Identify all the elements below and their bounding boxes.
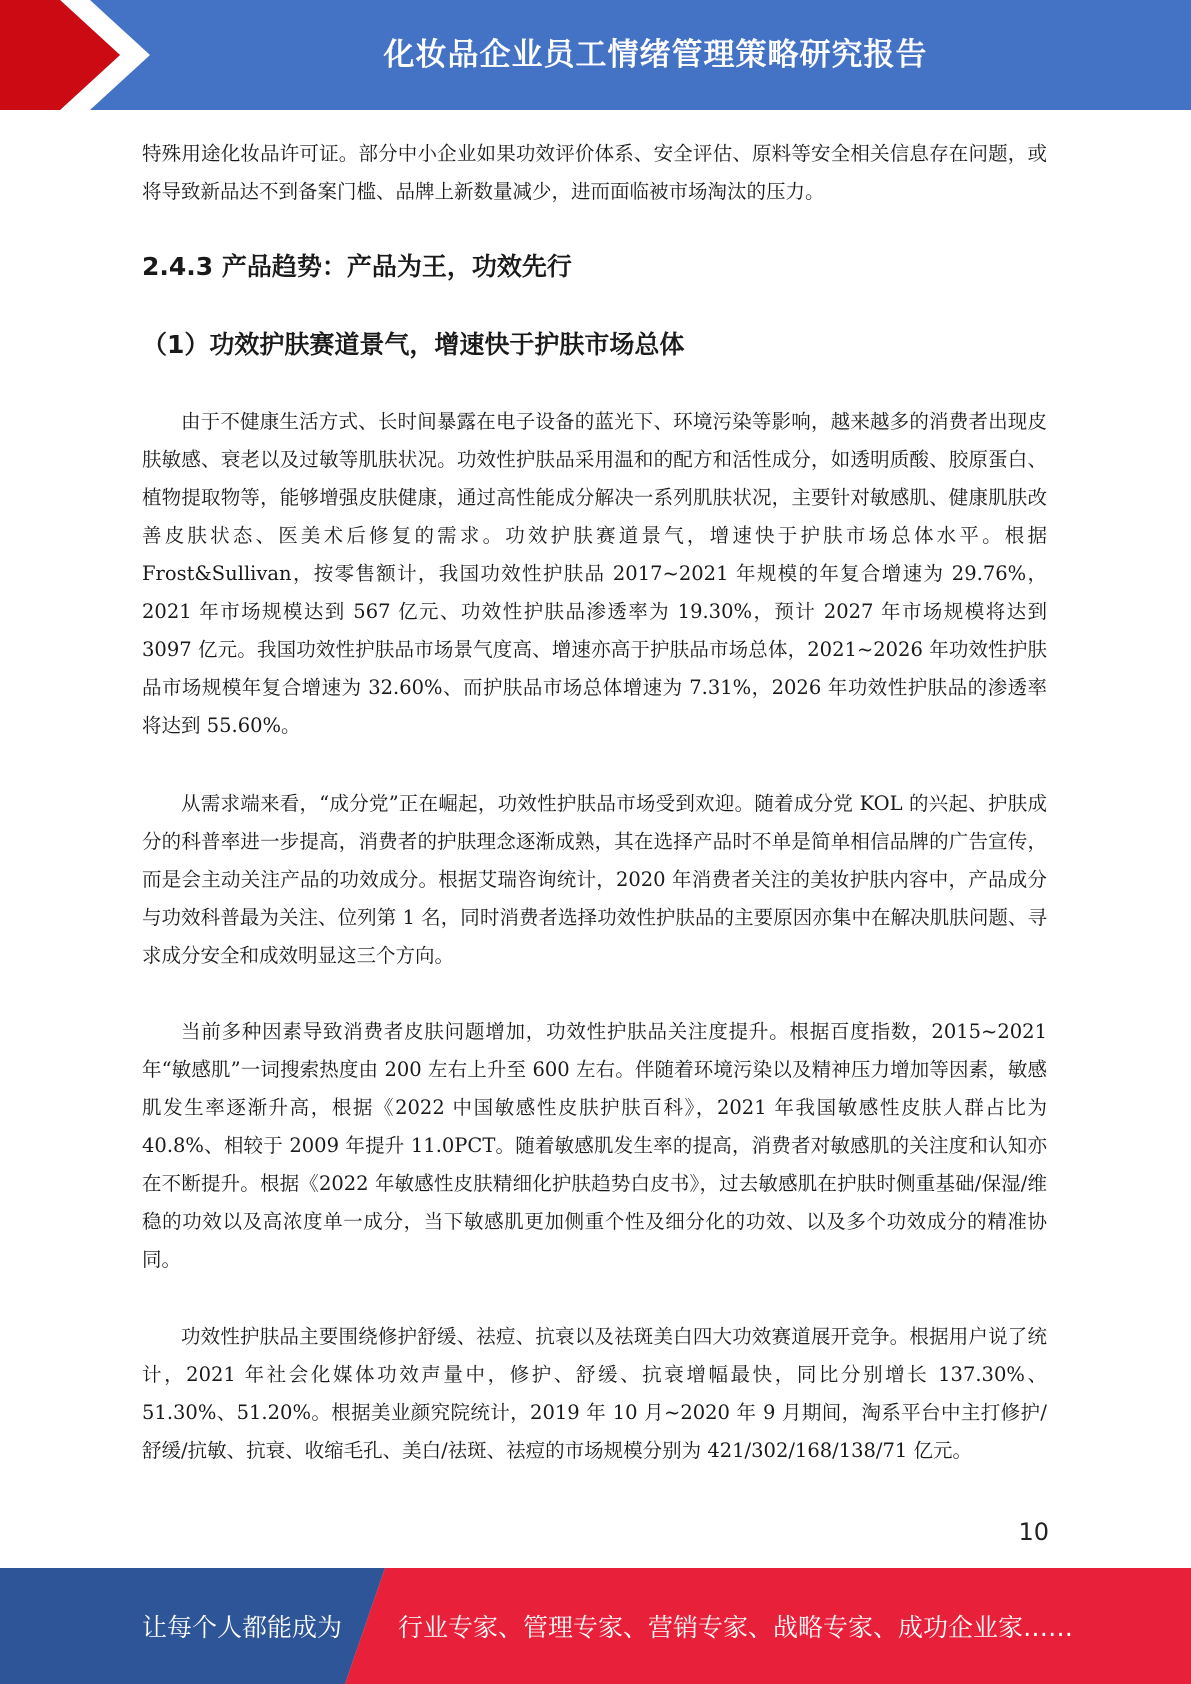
page-header (0, 0, 1191, 110)
page-number: 10 (1018, 1518, 1049, 1546)
body-paragraph: 当前多种因素导致消费者皮肤问题增加，功效性护肤品关注度提升。根据百度指数，2015~2021 年“敏感肌”一词搜索热度由 200 左右上升至 600 左右。伴随着环境污染以及精神压力增加等因素，敏感肌发生率逐渐升高，根据《2022 中国敏感性皮肤护肤百科》，2021 年我国敏感性皮肤人群占比为 40.8%、相较于 2009 年提升 11.0PCT。随着敏感肌发生率的提高，消费者对敏感肌的关注度和认知亦在不断提升。根据《2022 年敏感性皮肤精细化护肤趋势白皮书》，过去敏感肌在护肤时侧重基础/保湿/维稳的功效以及高浓度单一成分，当下敏感肌更加侧重个性及细分化的功效、以及多个功效成分的精准协同。 (142, 1020, 1047, 1271)
body-paragraph: 功效性护肤品主要围绕修护舒缓、祛痘、抗衰以及祛斑美白四大功效赛道展开竞争。根据用户说了统计，2021 年社会化媒体功效声量中，修护、舒缓、抗衰增幅最快，同比分别增长 137.30%、51.30%、51.20%。根据美业颜究院统计，2019 年 10 月~2020 年 9 月期间，淘系平台中主打修护/舒缓/抗敏、抗衰、收缩毛孔、美白/祛斑、祛痘的市场规模分别为 421/302/168/138/71 亿元。 (142, 1325, 1047, 1462)
paragraph-block-3 (142, 1013, 1047, 1279)
intro-paragraph: 特殊用途化妆品许可证。部分中小企业如果功效评价体系、安全评估、原料等安全相关信息存在问题，或将导致新品达不到备案门槛、品牌上新数量减少，进而面临被市场淘汰的压力。 (142, 142, 1047, 203)
page-footer (0, 1568, 1191, 1684)
section-heading: 2.4.3 产品趋势：产品为王，功效先行 (142, 252, 572, 281)
header-title: 化妆品企业员工情绪管理策略研究报告 (383, 36, 928, 73)
paragraph-block-2 (142, 785, 1047, 975)
body-paragraph: 从需求端来看，“成分党”正在崛起，功效性护肤品市场受到欢迎。随着成分党 KOL 的兴起、护肤成分的科普率进一步提高，消费者的护肤理念逐渐成熟，其在选择产品时不单是简单相信品牌的广告宣传，而是会主动关注产品的功效成分。根据艾瑞咨询统计，2020 年消费者关注的美妆护肤内容中，产品成分与功效科普最为关注、位列第 1 名，同时消费者选择功效性护肤品的主要原因亦集中在解决肌肤问题、寻求成分安全和成效明显这三个方向。 (142, 792, 1047, 967)
footer-slogan-left: 让每个人都能成为 (142, 1613, 343, 1642)
body-paragraph: 由于不健康生活方式、长时间暴露在电子设备的蓝光下、环境污染等影响，越来越多的消费者出现皮肤敏感、衰老以及过敏等肌肤状况。功效性护肤品采用温和的配方和活性成分，如透明质酸、胶原蛋白、植物提取物等，能够增强皮肤健康，通过高性能成分解决一系列肌肤状况，主要针对敏感肌、健康肌肤改善皮肤状态、医美术后修复的需求。功效护肤赛道景气，增速快于护肤市场总体水平。根据 Frost&Sullivan，按零售额计，我国功效性护肤品 2017~2021 年规模的年复合增速为 29.76%，2021 年市场规模达到 567 亿元、功效性护肤品渗透率为 19.30%，预计 2027 年市场规模将达到 3097 亿元。我国功效性护肤品市场景气度高、增速亦高于护肤品市场总体，2021~2026 年功效性护肤品市场规模年复合增速为 32.60%、而护肤品市场总体增速为 7.31%，2026 年功效性护肤品的渗透率将达到 55.60%。 (142, 410, 1047, 737)
paragraph-block-1 (142, 403, 1047, 745)
paragraph-block-4 (142, 1318, 1047, 1470)
section-subheading: （1）功效护肤赛道景气，增速快于护肤市场总体 (142, 330, 685, 359)
footer-slogan-right: 行业专家、管理专家、营销专家、战略专家、成功企业家…… (398, 1613, 1074, 1642)
intro-paragraph-block (142, 135, 1047, 211)
